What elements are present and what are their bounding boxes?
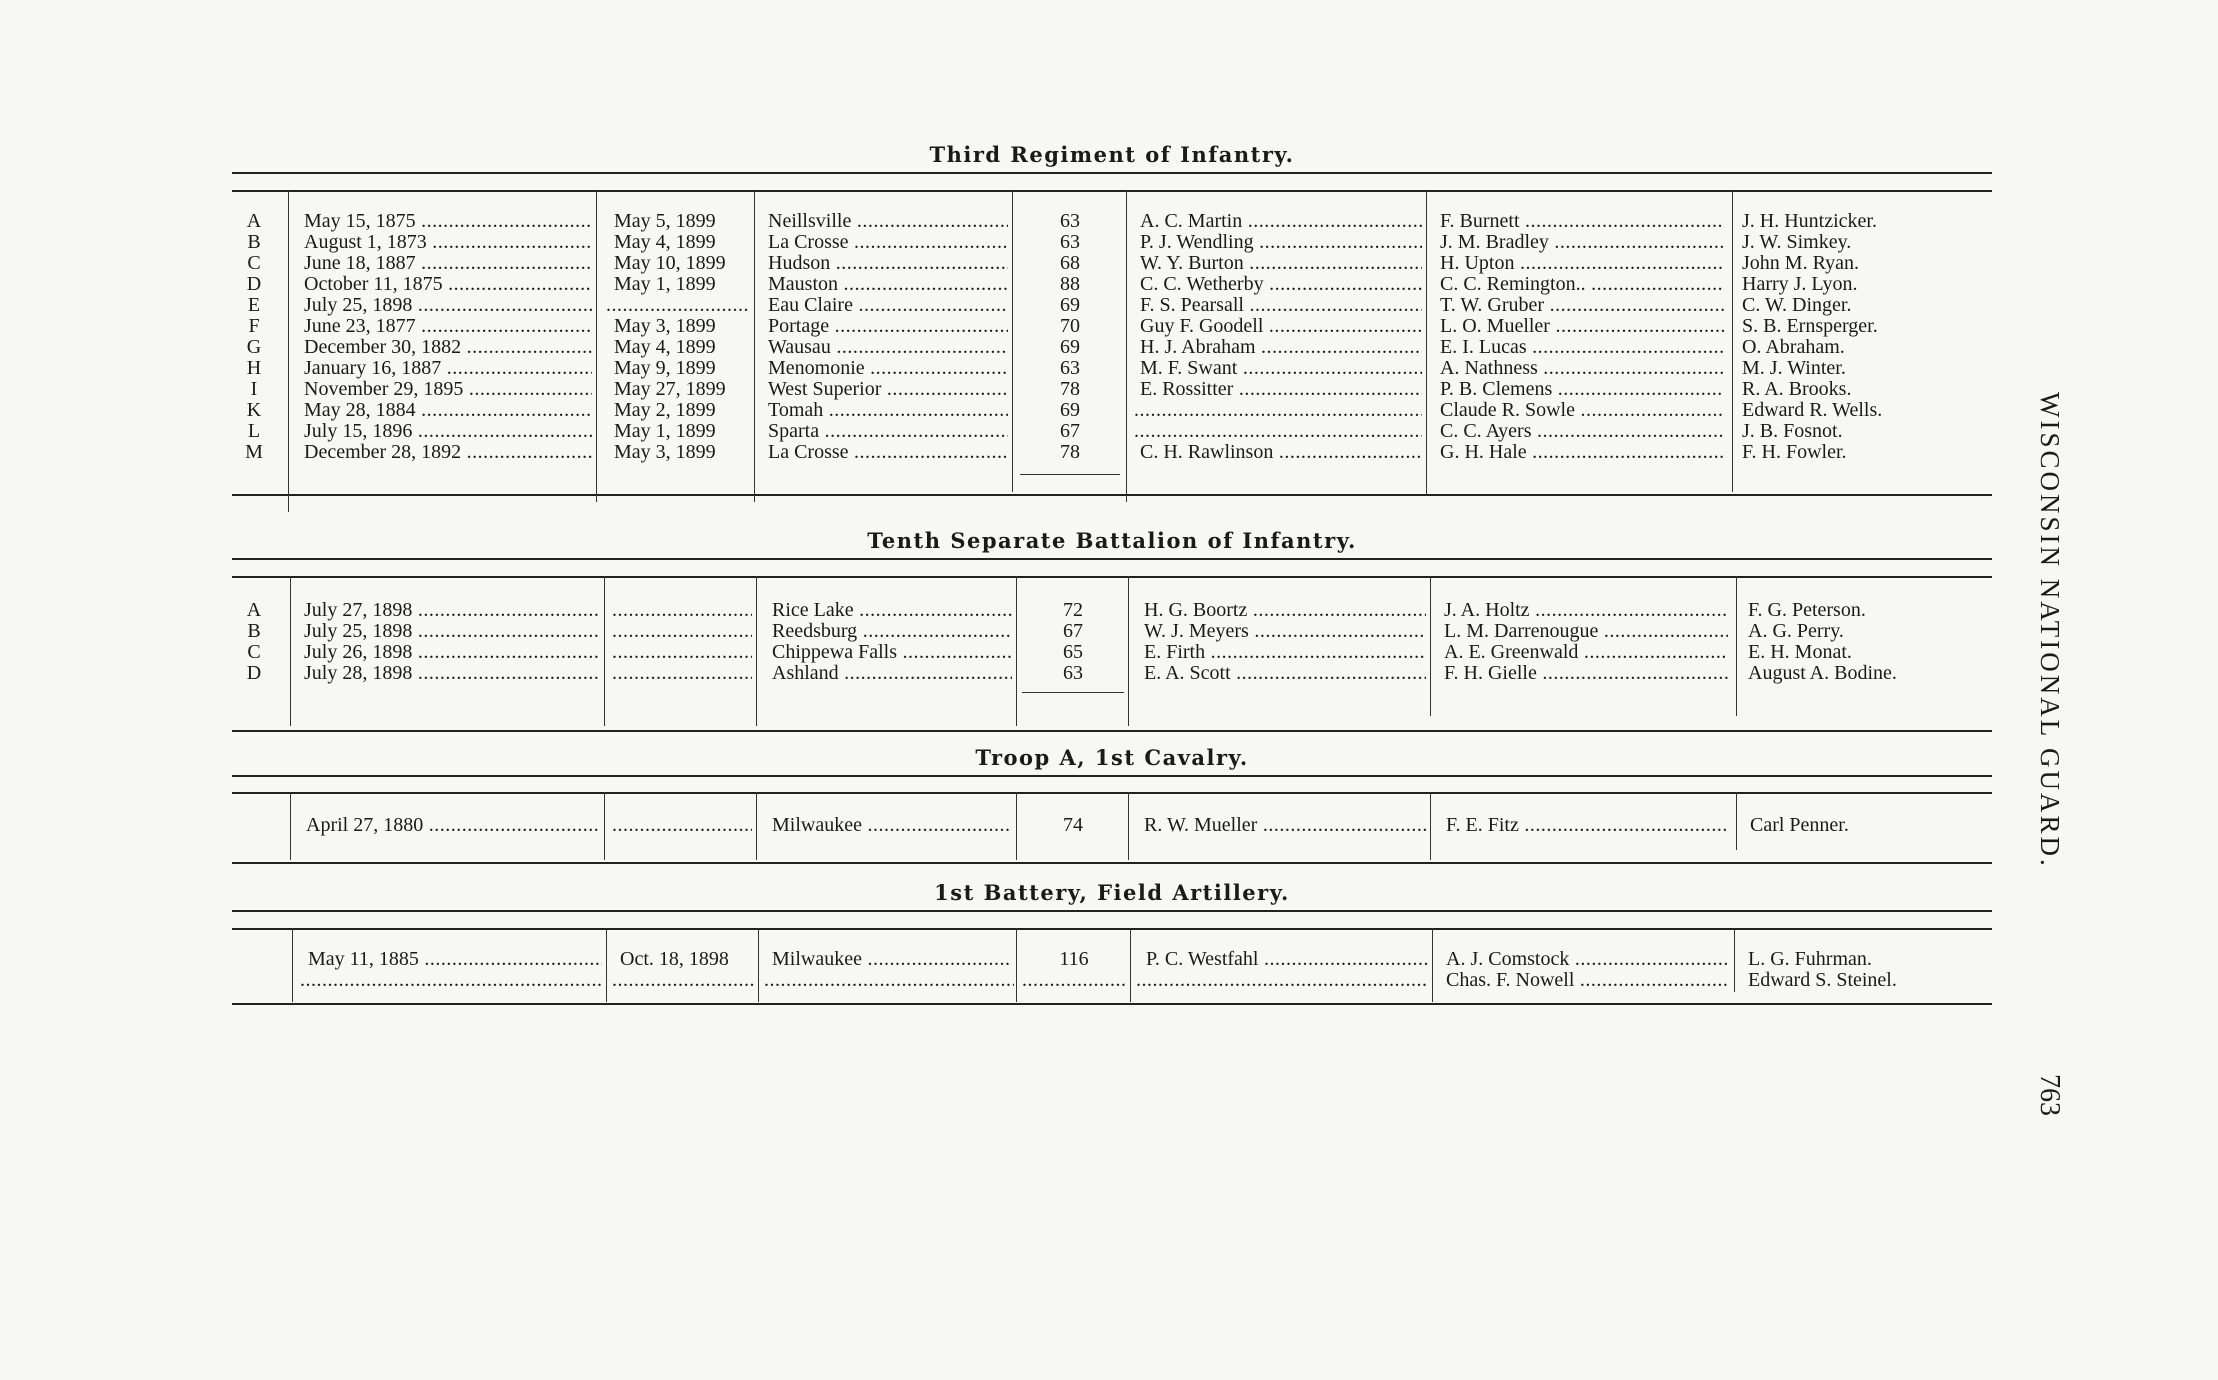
mustered-date: May 4, 1899	[614, 337, 716, 358]
organized-date: June 18, 1887 .....	[304, 253, 592, 274]
first-lieutenant: F. E. Fitz .....	[1446, 815, 1728, 836]
captain: E. Rossitter .....	[1140, 379, 1422, 400]
rule	[232, 1003, 1992, 1005]
strength: 69	[1060, 295, 1080, 316]
station	[764, 970, 1014, 991]
mustered-date	[612, 815, 752, 836]
organized-date: July 28, 1898 .....	[304, 663, 600, 684]
company-letter: B	[247, 232, 261, 253]
second-lieutenant: J. W. Simkey.	[1742, 232, 1852, 253]
section-title-third-regiment: Third Regiment of Infantry.	[929, 142, 1295, 167]
strength: 88	[1060, 274, 1080, 295]
station: Menomonie .....	[768, 358, 1008, 379]
first-lieutenant: F. H. Gielle .....	[1444, 663, 1728, 684]
rule	[232, 558, 1992, 560]
first-lieutenant: A. J. Comstock .....	[1446, 949, 1728, 970]
table-row	[0, 211, 2218, 232]
station: Mauston .....	[768, 274, 1008, 295]
company-letter: K	[246, 400, 262, 421]
station: Hudson .....	[768, 253, 1008, 274]
rule	[232, 730, 1992, 732]
captain: H. J. Abraham .....	[1140, 337, 1422, 358]
captain	[1136, 970, 1428, 991]
rule	[232, 494, 1992, 496]
table-row	[0, 421, 2218, 442]
second-lieutenant: E. H. Monat.	[1748, 642, 1852, 663]
second-lieutenant: John M. Ryan.	[1742, 253, 1859, 274]
organized-date: April 27, 1880 .....	[306, 815, 600, 836]
organized-date: August 1, 1873 .....	[304, 232, 592, 253]
captain: M. F. Swant .....	[1140, 358, 1422, 379]
company-letter: F	[248, 316, 260, 337]
company-letter: D	[246, 663, 262, 684]
station: Milwaukee .....	[772, 949, 1012, 970]
second-lieutenant: M. J. Winter.	[1742, 358, 1846, 379]
strength: 74	[1063, 815, 1083, 836]
section-title-first-battery: 1st Battery, Field Artillery.	[934, 880, 1290, 905]
table-row	[0, 274, 2218, 295]
rule	[232, 910, 1992, 912]
first-lieutenant: E. I. Lucas .....	[1440, 337, 1724, 358]
first-lieutenant: C. C. Ayers .....	[1440, 421, 1724, 442]
captain: C. C. Wetherby .....	[1140, 274, 1422, 295]
mustered-date: Oct. 18, 1898	[620, 949, 729, 970]
rule	[232, 576, 1992, 578]
organized-date: October 11, 1875 .....	[304, 274, 592, 295]
organized-date: December 28, 1892 .....	[304, 442, 592, 463]
strength: 63	[1063, 663, 1083, 684]
station: Wausau .....	[768, 337, 1008, 358]
table-row	[0, 442, 2218, 463]
organized-date: July 15, 1896 .....	[304, 421, 592, 442]
strength: 69	[1060, 400, 1080, 421]
first-lieutenant: Claude R. Sowle .....	[1440, 400, 1724, 421]
strength: 116	[1059, 949, 1089, 970]
company-letter: C	[247, 253, 261, 274]
second-lieutenant: Edward S. Steinel.	[1748, 970, 1897, 991]
rule	[232, 792, 1992, 794]
second-lieutenant: Edward R. Wells.	[1742, 400, 1883, 421]
second-lieutenant: R. A. Brooks.	[1742, 379, 1852, 400]
mustered-date: May 3, 1899	[614, 442, 716, 463]
captain	[1134, 421, 1422, 442]
section-title-tenth-battalion: Tenth Separate Battalion of Infantry.	[867, 528, 1357, 553]
strength: 69	[1060, 337, 1080, 358]
second-lieutenant: F. G. Peterson.	[1748, 600, 1866, 621]
organized-date: July 27, 1898 .....	[304, 600, 600, 621]
table-row	[0, 970, 2218, 991]
table-row	[0, 358, 2218, 379]
strength: 63	[1060, 358, 1080, 379]
section-title-troop-a: Troop A, 1st Cavalry.	[975, 745, 1249, 770]
captain: W. J. Meyers .....	[1144, 621, 1426, 642]
first-lieutenant: L. O. Mueller .....	[1440, 316, 1724, 337]
mustered-date	[612, 621, 752, 642]
first-lieutenant: F. Burnett .....	[1440, 211, 1724, 232]
company-letter: M	[245, 442, 263, 463]
first-lieutenant: L. M. Darrenougue .....	[1444, 621, 1728, 642]
organized-date: May 15, 1875 .....	[304, 211, 592, 232]
captain: C. H. Rawlinson .....	[1140, 442, 1422, 463]
rule	[232, 172, 1992, 174]
mustered-date: May 4, 1899	[614, 232, 716, 253]
second-lieutenant: J. B. Fosnot.	[1742, 421, 1843, 442]
second-lieutenant: S. B. Ernsperger.	[1742, 316, 1878, 337]
organized-date: July 25, 1898 .....	[304, 621, 600, 642]
table-row	[0, 642, 2218, 663]
mustered-date	[612, 970, 756, 991]
page-number: 763	[2034, 1074, 2065, 1116]
organized-date: January 16, 1887 .....	[304, 358, 592, 379]
organized-date	[300, 970, 602, 991]
strength: 63	[1060, 232, 1080, 253]
captain: R. W. Mueller .....	[1144, 815, 1426, 836]
table-row	[0, 663, 2218, 684]
company-letter: B	[247, 621, 261, 642]
captain: E. A. Scott .....	[1144, 663, 1426, 684]
second-lieutenant: O. Abraham.	[1742, 337, 1845, 358]
first-lieutenant: Chas. F. Nowell .....	[1446, 970, 1728, 991]
station: Neillsville .....	[768, 211, 1008, 232]
table-row	[0, 295, 2218, 316]
mustered-date	[612, 642, 752, 663]
company-letter: A	[246, 211, 262, 232]
running-header: WISCONSIN NATIONAL GUARD.	[2035, 391, 2065, 869]
strength: 78	[1060, 442, 1080, 463]
company-letter: E	[247, 295, 261, 316]
second-lieutenant: L. G. Fuhrman.	[1748, 949, 1872, 970]
captain: W. Y. Burton .....	[1140, 253, 1422, 274]
station: Reedsburg .....	[772, 621, 1012, 642]
company-letter: H	[246, 358, 262, 379]
station: Sparta .....	[768, 421, 1008, 442]
strength: 63	[1060, 211, 1080, 232]
first-lieutenant: P. B. Clemens .....	[1440, 379, 1724, 400]
company-letter: C	[247, 642, 261, 663]
company-letter: G	[246, 337, 262, 358]
table-row	[0, 379, 2218, 400]
captain: P. C. Westfahl .....	[1146, 949, 1428, 970]
organized-date: June 23, 1877 .....	[304, 316, 592, 337]
station: La Crosse .....	[768, 232, 1008, 253]
first-lieutenant: H. Upton .....	[1440, 253, 1724, 274]
captain: A. C. Martin .....	[1140, 211, 1422, 232]
company-letter: L	[247, 421, 261, 442]
strength: 65	[1063, 642, 1083, 663]
station: La Crosse .....	[768, 442, 1008, 463]
first-lieutenant: G. H. Hale .....	[1440, 442, 1724, 463]
rule	[232, 775, 1992, 777]
strength-underline	[1020, 474, 1120, 475]
strength-underline	[1022, 692, 1124, 693]
second-lieutenant: Harry J. Lyon.	[1742, 274, 1858, 295]
mustered-date: May 27, 1899	[614, 379, 726, 400]
table-row	[0, 949, 2218, 970]
first-lieutenant: A. E. Greenwald .....	[1444, 642, 1728, 663]
company-letter: D	[246, 274, 262, 295]
first-lieutenant: A. Nathness .....	[1440, 358, 1724, 379]
first-lieutenant: C. C. Remington.. .....	[1440, 274, 1724, 295]
station: Rice Lake .....	[772, 600, 1012, 621]
organized-date: July 25, 1898 .....	[304, 295, 592, 316]
mustered-date	[612, 663, 752, 684]
strength	[1022, 970, 1126, 991]
organized-date: May 11, 1885 .....	[308, 949, 602, 970]
second-lieutenant: C. W. Dinger.	[1742, 295, 1852, 316]
strength: 68	[1060, 253, 1080, 274]
captain: H. G. Boortz .....	[1144, 600, 1426, 621]
second-lieutenant: J. H. Huntzicker.	[1742, 211, 1877, 232]
table-row	[0, 600, 2218, 621]
mustered-date: May 5, 1899	[614, 211, 716, 232]
organized-date: November 29, 1895 .....	[304, 379, 592, 400]
company-letter: I	[250, 379, 258, 400]
strength: 72	[1063, 600, 1083, 621]
station: Milwaukee .....	[772, 815, 1012, 836]
first-lieutenant: J. A. Holtz .....	[1444, 600, 1728, 621]
captain: E. Firth .....	[1144, 642, 1426, 663]
strength: 70	[1060, 316, 1080, 337]
strength: 78	[1060, 379, 1080, 400]
second-lieutenant: August A. Bodine.	[1748, 663, 1897, 684]
mustered-date: May 10, 1899	[614, 253, 726, 274]
station: Chippewa Falls .....	[772, 642, 1012, 663]
station: Tomah .....	[768, 400, 1008, 421]
table-row	[0, 815, 2218, 836]
captain	[1134, 400, 1422, 421]
organized-date: May 28, 1884 .....	[304, 400, 592, 421]
organized-date: December 30, 1882 .....	[304, 337, 592, 358]
captain: F. S. Pearsall .....	[1140, 295, 1422, 316]
table-row	[0, 253, 2218, 274]
second-lieutenant: Carl Penner.	[1750, 815, 1849, 836]
mustered-date	[612, 600, 752, 621]
mustered-date: May 1, 1899	[614, 274, 716, 295]
table-row	[0, 337, 2218, 358]
mustered-date: May 2, 1899	[614, 400, 716, 421]
first-lieutenant: T. W. Gruber .....	[1440, 295, 1724, 316]
station: Eau Claire .....	[768, 295, 1008, 316]
strength: 67	[1060, 421, 1080, 442]
table-row	[0, 621, 2218, 642]
rule	[232, 190, 1992, 192]
mustered-date: May 9, 1899	[614, 358, 716, 379]
strength: 67	[1063, 621, 1083, 642]
station: Ashland .....	[772, 663, 1012, 684]
company-letter: A	[246, 600, 262, 621]
mustered-date: May 1, 1899	[614, 421, 716, 442]
first-lieutenant: J. M. Bradley .....	[1440, 232, 1724, 253]
rule	[232, 928, 1992, 930]
mustered-date	[606, 295, 750, 316]
rule	[232, 862, 1992, 864]
second-lieutenant: F. H. Fowler.	[1742, 442, 1847, 463]
table-row	[0, 232, 2218, 253]
station: Portage .....	[768, 316, 1008, 337]
organized-date: July 26, 1898 .....	[304, 642, 600, 663]
table-row	[0, 316, 2218, 337]
mustered-date: May 3, 1899	[614, 316, 716, 337]
station: West Superior .....	[768, 379, 1008, 400]
table-row	[0, 400, 2218, 421]
captain: Guy F. Goodell .....	[1140, 316, 1422, 337]
second-lieutenant: A. G. Perry.	[1748, 621, 1844, 642]
captain: P. J. Wendling .....	[1140, 232, 1422, 253]
